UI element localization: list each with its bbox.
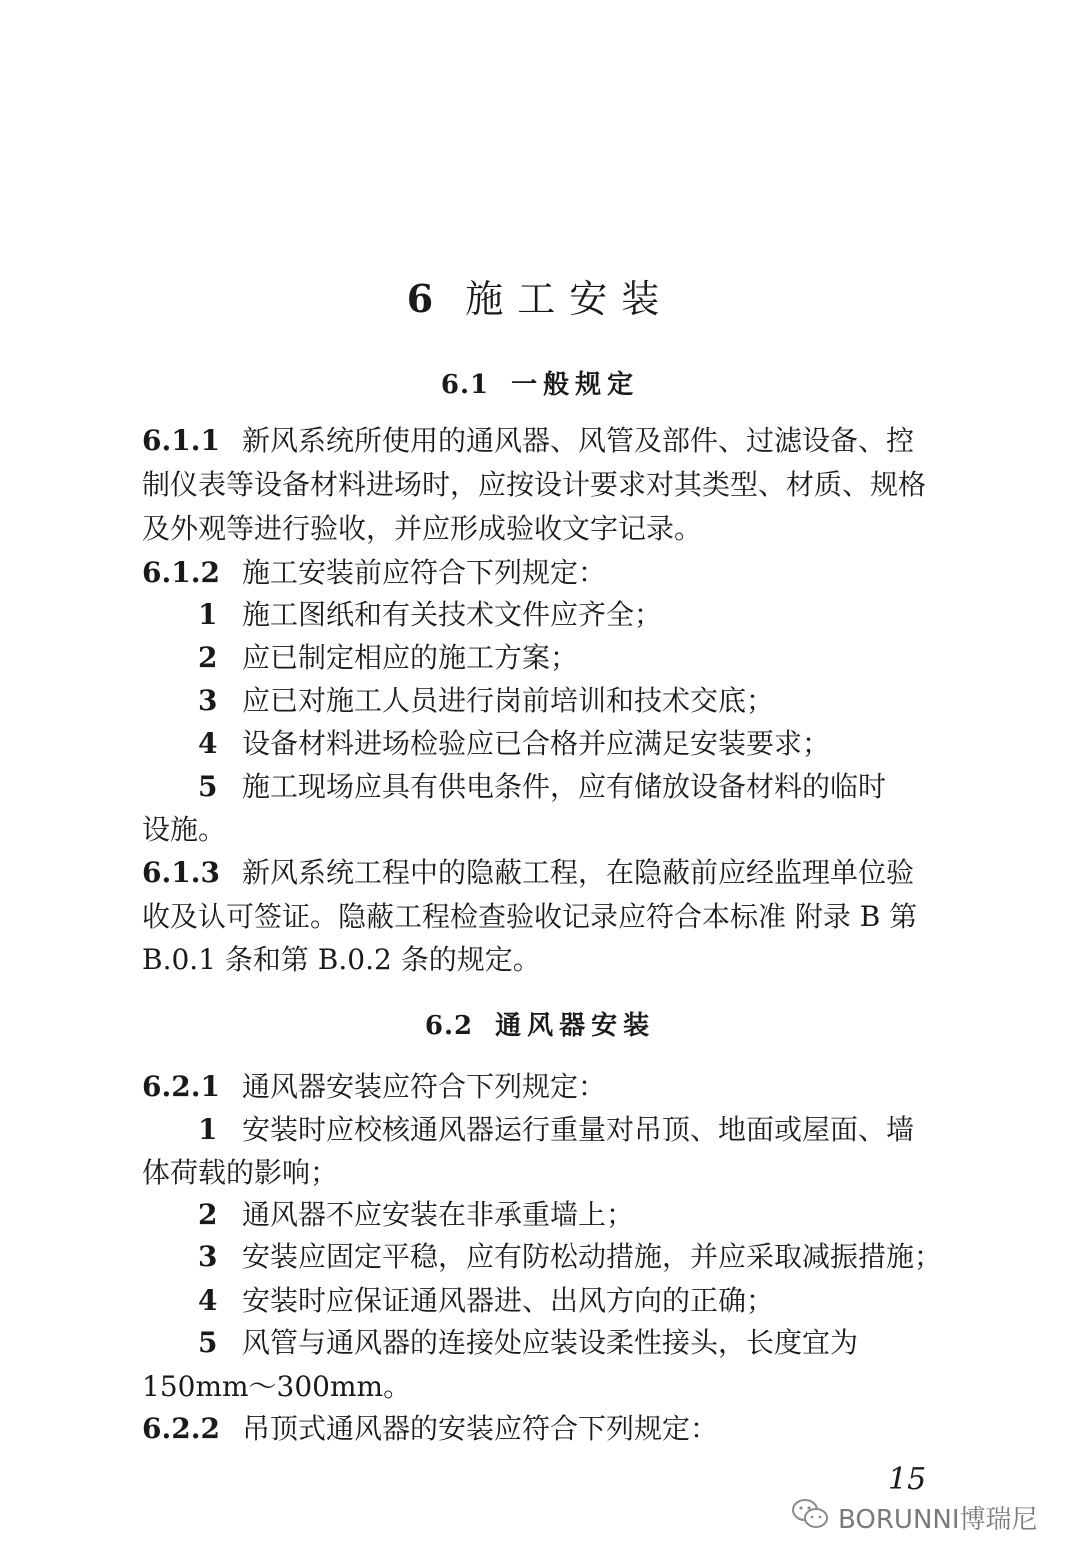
chapter-heading: 施工安装: [465, 277, 674, 321]
clause-line: [142, 1069, 606, 1105]
clause-number: 6.2.1: [142, 1070, 220, 1103]
item-number: 4: [198, 727, 218, 760]
item-number: 2: [198, 641, 218, 674]
item-text: 应已制定相应的施工方案；: [242, 641, 579, 674]
list-item: [198, 1197, 634, 1233]
clause-line: [142, 555, 606, 591]
paragraph-text: 及外观等进行验收，并应形成验收文字记录。: [142, 512, 703, 545]
wechat-icon: [790, 1497, 838, 1538]
list-item: [198, 1283, 774, 1319]
chapter-title: [0, 268, 1080, 323]
page-number: 15: [888, 1462, 927, 1497]
item-text: 应已对施工人员进行岗前培训和技术交底；: [242, 684, 775, 717]
watermark-text: BORUNNI博瑞尼: [838, 1504, 1038, 1535]
list-item: [198, 1325, 858, 1361]
item-text: 安装时应保证通风器进、出风方向的正确；: [242, 1284, 775, 1317]
clause-number: 6.2.2: [142, 1412, 220, 1445]
item-number: 2: [198, 1198, 218, 1231]
chapter-number: 6: [406, 276, 448, 321]
item-number: 1: [198, 598, 218, 631]
item-text: 施工现场应具有供电条件，应有储放设备材料的临时: [242, 770, 887, 803]
clause-line: [142, 423, 914, 459]
item-number: 3: [198, 1240, 218, 1273]
section-heading: 一般规定: [511, 370, 640, 400]
clause-text: 施工安装前应符合下列规定：: [242, 556, 607, 589]
paragraph-text: 体荷载的影响；: [142, 1156, 339, 1189]
list-item: [198, 769, 886, 805]
clause-text: 通风器安装应符合下列规定：: [242, 1070, 607, 1103]
clause-line: [142, 855, 914, 891]
paragraph-line: [142, 899, 917, 935]
paragraph-text: 150mm～300mm。: [142, 1370, 412, 1403]
paragraph-text: 收及认可签证。隐蔽工程检查验收记录应符合本标准 附录 B 第: [142, 900, 918, 933]
list-item: [198, 726, 830, 762]
list-item: [198, 597, 662, 633]
section-number: 6.1: [440, 370, 490, 400]
list-item: [198, 683, 774, 719]
item-number: 5: [198, 770, 218, 803]
list-item: [198, 640, 578, 676]
item-text: 安装应固定平稳，应有防松动措施，并应采取减振措施；: [242, 1240, 943, 1273]
paragraph-line: [142, 1369, 411, 1405]
item-text: 通风器不应安装在非承重墙上；: [242, 1198, 635, 1231]
paragraph-line: [142, 511, 702, 547]
paragraph-text: 设施。: [142, 813, 227, 846]
section-title-6-1: [0, 364, 1080, 401]
clause-text: 新风系统工程中的隐蔽工程，在隐蔽前应经监理单位验: [242, 856, 915, 889]
list-item: [198, 1239, 942, 1275]
section-number: 6.2: [424, 1011, 474, 1041]
clause-line: [142, 1411, 718, 1447]
clause-number: 6.1.1: [142, 424, 220, 457]
list-item: [198, 1112, 914, 1148]
item-number: 1: [198, 1113, 218, 1146]
clause-number: 6.1.3: [142, 856, 220, 889]
item-text: 施工图纸和有关技术文件应齐全；: [242, 598, 663, 631]
watermark: [790, 1497, 1038, 1537]
item-number: 4: [198, 1284, 218, 1317]
item-number: 5: [198, 1326, 218, 1359]
paragraph-line: [142, 467, 926, 503]
section-title-6-2: [0, 1005, 1080, 1042]
paragraph-text: B.0.1 条和第 B.0.2 条的规定。: [142, 943, 541, 976]
paragraph-line: [142, 942, 541, 978]
clause-text: 吊顶式通风器的安装应符合下列规定：: [242, 1412, 719, 1445]
paragraph-line: [142, 1155, 338, 1191]
item-text: 设备材料进场检验应已合格并应满足安装要求；: [242, 727, 831, 760]
paragraph-text: 制仪表等设备材料进场时，应按设计要求对其类型、材质、规格: [142, 468, 927, 501]
item-text: 风管与通风器的连接处应装设柔性接头，长度宜为: [242, 1326, 859, 1359]
paragraph-line: [142, 812, 226, 848]
item-text: 安装时应校核通风器运行重量对吊顶、地面或屋面、墙: [242, 1113, 915, 1146]
clause-number: 6.1.2: [142, 556, 220, 589]
item-number: 3: [198, 684, 218, 717]
section-heading: 通风器安装: [495, 1011, 656, 1041]
clause-text: 新风系统所使用的通风器、风管及部件、过滤设备、控: [242, 424, 915, 457]
